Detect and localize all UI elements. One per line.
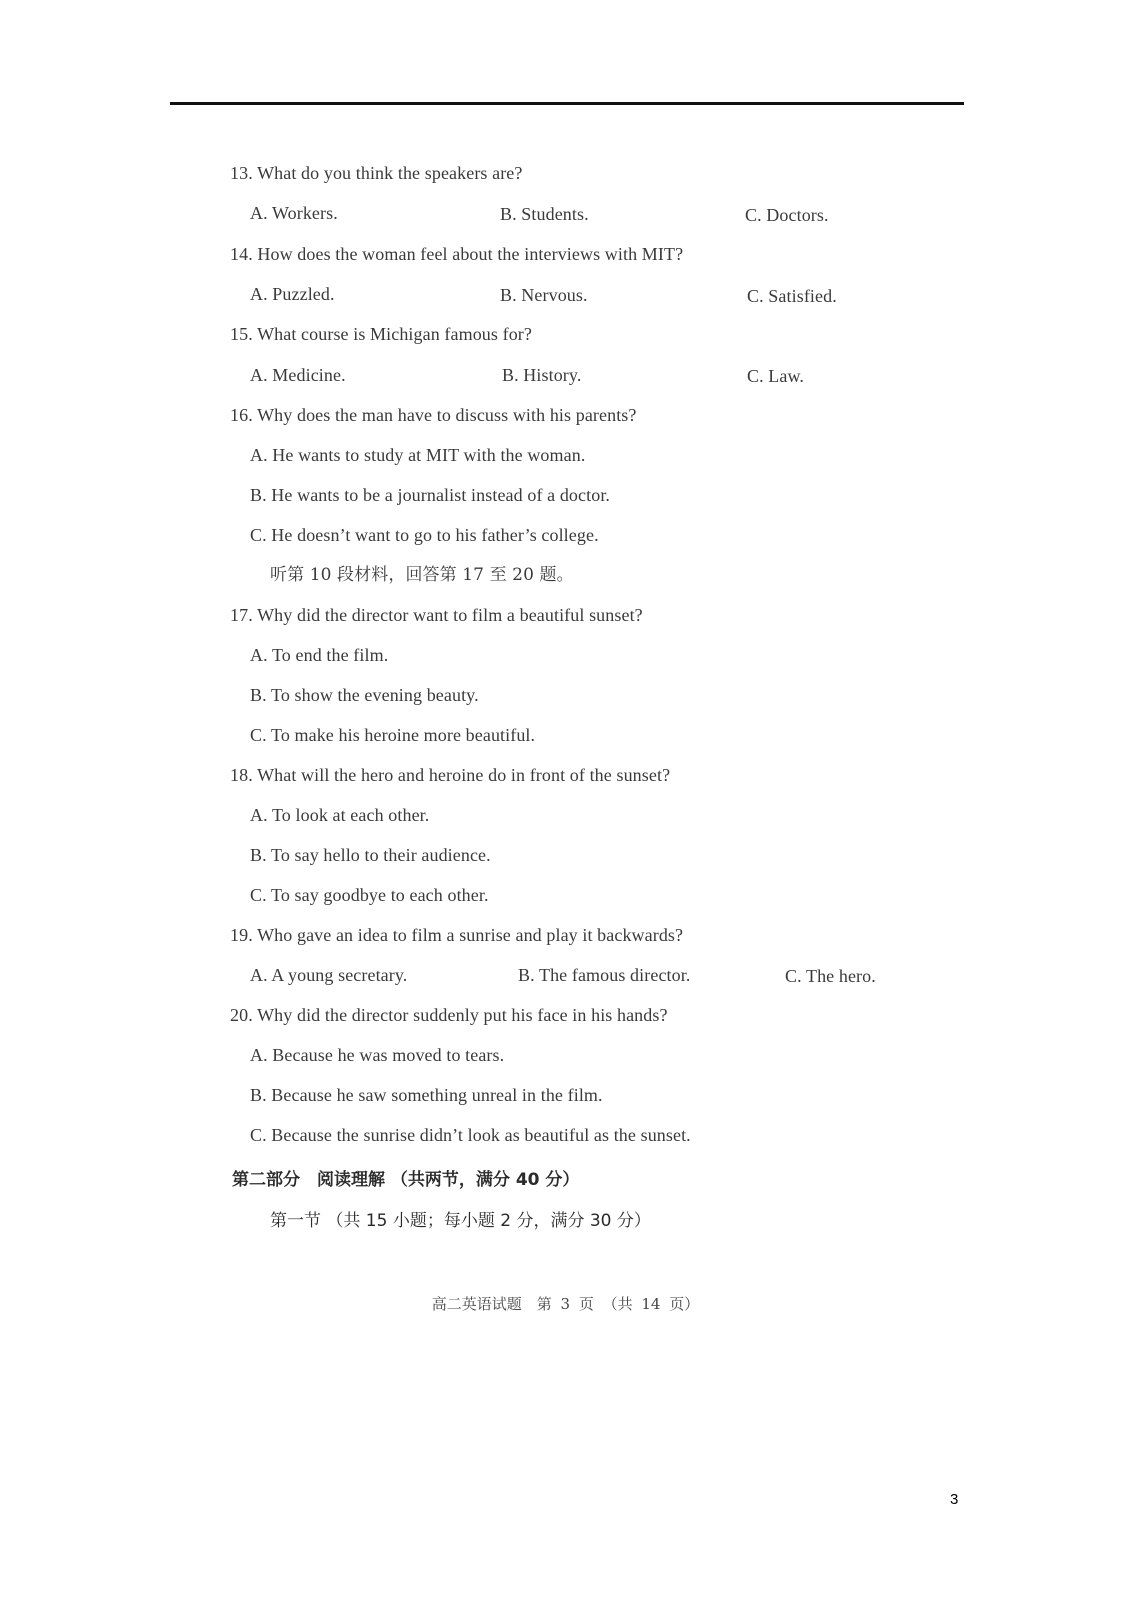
question-13: 13. What do you think the speakers are? bbox=[230, 163, 523, 183]
q15-option-c: C. Law. bbox=[747, 366, 805, 386]
q20-option-c: C. Because the sunrise didn’t look as beautiful as the sunset. bbox=[250, 1125, 691, 1145]
page-footer: 高二英语试题 第 3 页 （共 14 页） bbox=[431, 1295, 700, 1313]
q15-option-b: B. History. bbox=[502, 365, 582, 385]
q17-option-c: C. To make his heroine more beautiful. bbox=[250, 725, 536, 745]
page-number: 3 bbox=[950, 1491, 959, 1508]
q13-option-c: C. Doctors. bbox=[745, 205, 829, 225]
question-16: 16. Why does the man have to discuss with his parents? bbox=[230, 405, 637, 425]
q19-option-c: C. The hero. bbox=[785, 966, 876, 986]
question-14: 14. How does the woman feel about the interviews with MIT? bbox=[230, 244, 684, 264]
q15-option-a: A. Medicine. bbox=[250, 365, 346, 385]
q17-option-a: A. To end the film. bbox=[250, 645, 389, 665]
q16-option-a: A. He wants to study at MIT with the woman. bbox=[250, 445, 586, 465]
q14-option-b: B. Nervous. bbox=[500, 285, 588, 305]
q20-option-b: B. Because he saw something unreal in the film. bbox=[250, 1085, 603, 1105]
question-17: 17. Why did the director want to film a beautiful sunset? bbox=[230, 605, 643, 625]
q20-option-a: A. Because he was moved to tears. bbox=[250, 1045, 505, 1065]
section-one-heading: 第一节 （共 15 小题；每小题 2 分，满分 30 分） bbox=[270, 1211, 651, 1231]
q14-option-a: A. Puzzled. bbox=[250, 284, 335, 304]
q17-option-b: B. To show the evening beauty. bbox=[250, 685, 479, 705]
question-20: 20. Why did the director suddenly put his face in his hands? bbox=[230, 1005, 668, 1025]
q19-option-a: A. A young secretary. bbox=[250, 965, 408, 985]
header-rule bbox=[170, 102, 964, 105]
listening-instruction: 听第 10 段材料，回答第 17 至 20 题。 bbox=[270, 565, 574, 585]
q16-option-b: B. He wants to be a journalist instead of a doctor. bbox=[250, 485, 611, 505]
q18-option-a: A. To look at each other. bbox=[250, 805, 430, 825]
q18-option-b: B. To say hello to their audience. bbox=[250, 845, 491, 865]
part-two-heading: 第二部分 阅读理解 （共两节，满分 40 分） bbox=[232, 1170, 580, 1190]
q19-option-b: B. The famous director. bbox=[518, 965, 691, 985]
q16-option-c: C. He doesn’t want to go to his father’s college. bbox=[250, 525, 599, 545]
question-18: 18. What will the hero and heroine do in front of the sunset? bbox=[230, 765, 671, 785]
q14-option-c: C. Satisfied. bbox=[747, 286, 837, 306]
q18-option-c: C. To say goodbye to each other. bbox=[250, 885, 489, 905]
question-15: 15. What course is Michigan famous for? bbox=[230, 324, 532, 344]
q13-option-b: B. Students. bbox=[500, 204, 589, 224]
q13-option-a: A. Workers. bbox=[250, 203, 338, 223]
question-19: 19. Who gave an idea to film a sunrise and play it backwards? bbox=[230, 925, 684, 945]
